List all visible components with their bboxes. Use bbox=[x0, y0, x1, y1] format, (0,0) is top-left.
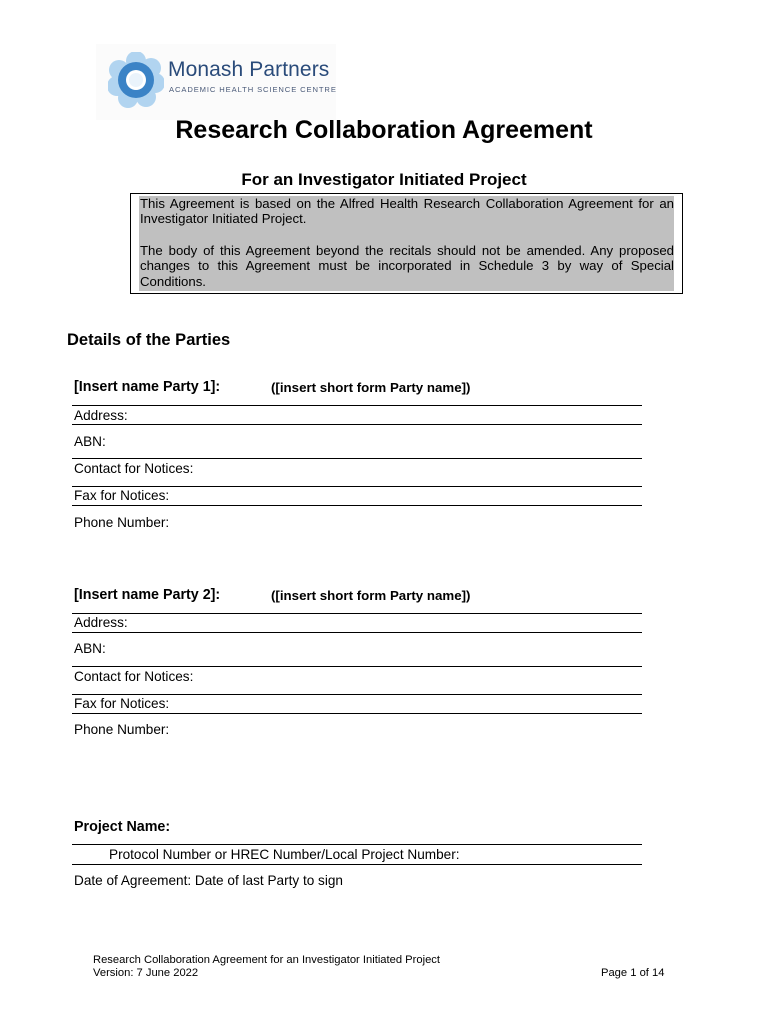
document-title: Research Collaboration Agreement bbox=[175, 116, 593, 144]
divider bbox=[72, 713, 642, 714]
divider bbox=[72, 505, 642, 506]
document-subtitle: For an Investigator Initiated Project bbox=[241, 170, 527, 189]
party-2-contact-label: Contact for Notices: bbox=[74, 669, 194, 684]
parties-heading: Details of the Parties bbox=[67, 331, 231, 349]
monash-partners-logo-icon bbox=[108, 52, 164, 108]
divider bbox=[72, 613, 642, 614]
party-2-name: [Insert name Party 2]: bbox=[74, 587, 221, 603]
party-2-abn-label: ABN: bbox=[74, 641, 106, 656]
party-1-contact-label: Contact for Notices: bbox=[74, 461, 194, 476]
party-2-fax-label: Fax for Notices: bbox=[74, 696, 170, 711]
notice-paragraph-2: The body of this Agreement beyond the recitals should not be amended. Any proposed changes to this Agreement must be incorporated in Schedule 3 by way of Special Conditions. bbox=[140, 243, 674, 289]
notice-paragraph-1: This Agreement is based on the Alfred Health Research Collaboration Agreement for an Investigator Initiated Project. bbox=[140, 196, 674, 227]
divider bbox=[72, 844, 642, 845]
footer-version: Version: 7 June 2022 bbox=[93, 967, 199, 979]
divider bbox=[72, 405, 642, 406]
divider bbox=[72, 666, 642, 667]
project-name-label: Project Name: bbox=[74, 819, 171, 835]
party-2-phone-label: Phone Number: bbox=[74, 722, 170, 737]
divider bbox=[72, 458, 642, 459]
divider bbox=[72, 632, 642, 633]
party-2-address-label: Address: bbox=[74, 615, 128, 630]
party-2-short-name: ([insert short form Party name]) bbox=[271, 588, 471, 603]
logo-tagline: ACADEMIC HEALTH SCIENCE CENTRE bbox=[169, 85, 337, 94]
party-1-abn-label: ABN: bbox=[74, 434, 106, 449]
logo-name: Monash Partners bbox=[168, 58, 330, 81]
divider bbox=[72, 486, 642, 487]
party-1-short-name: ([insert short form Party name]) bbox=[271, 380, 471, 395]
divider bbox=[72, 424, 642, 425]
footer-document-name: Research Collaboration Agreement for an Investigator Initiated Project bbox=[93, 954, 441, 966]
divider bbox=[72, 864, 642, 865]
protocol-number-label: Protocol Number or HREC Number/Local Project Number: bbox=[109, 847, 460, 862]
date-of-agreement-label: Date of Agreement: Date of last Party to sign bbox=[74, 873, 343, 888]
party-1-name: [Insert name Party 1]: bbox=[74, 379, 221, 395]
party-1-address-label: Address: bbox=[74, 408, 128, 423]
page-number: Page 1 of 14 bbox=[601, 967, 665, 979]
party-1-fax-label: Fax for Notices: bbox=[74, 488, 170, 503]
divider bbox=[72, 694, 642, 695]
party-1-phone-label: Phone Number: bbox=[74, 515, 170, 530]
